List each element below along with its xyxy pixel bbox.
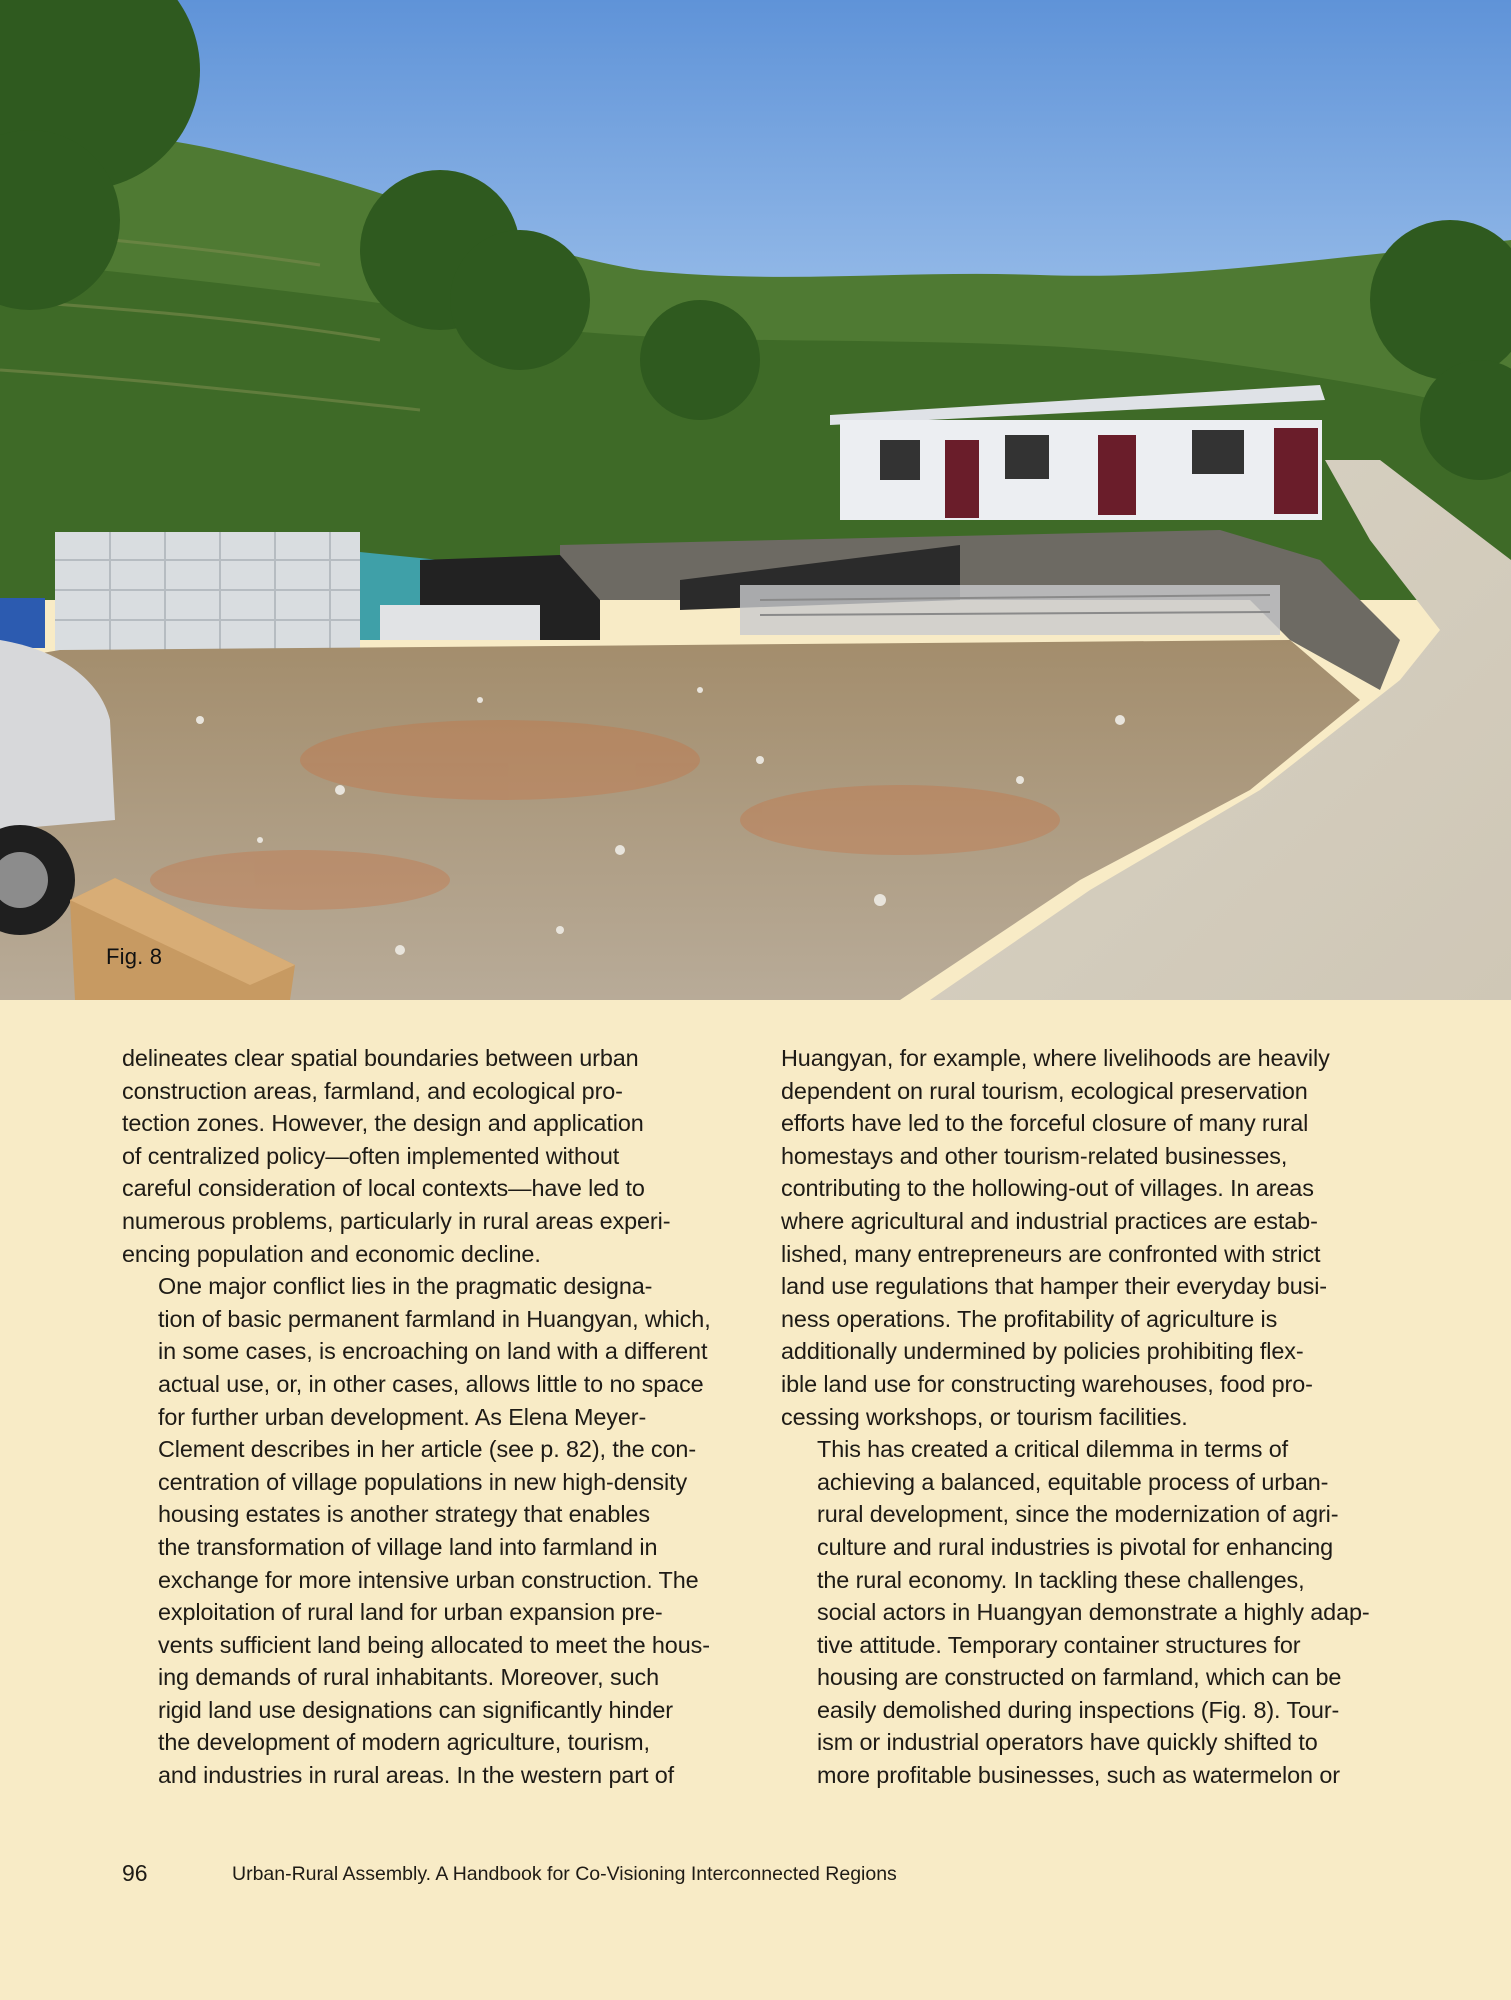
text-line: This has created a critical dilemma in terms of [817,1436,1289,1463]
text-line: the transformation of village land into farmland in [158,1533,658,1560]
text-line: the development of modern agriculture, tourism, [158,1729,650,1756]
text-line: in some cases, is encroaching on land with a different [158,1338,708,1365]
text-line: tion of basic permanent farmland in Huangyan, which, [158,1305,711,1332]
text-line: rural development, since the modernization of agri- [817,1501,1339,1528]
body-paragraph [781,1042,1401,1433]
text-line: rigid land use designations can significantly hinder [158,1696,673,1723]
text-line: actual use, or, in other cases, allows little to no space [158,1370,704,1397]
text-line: housing estates is another strategy that enables [158,1501,650,1528]
body-paragraph [781,1433,1401,1792]
text-line: encing population and economic decline. [122,1240,541,1267]
text-line: exploitation of rural land for urban expansion pre- [158,1599,663,1626]
text-line: land use regulations that hamper their everyday busi- [781,1273,1327,1300]
text-line: where agricultural and industrial practices are estab- [781,1207,1318,1234]
right-column [781,1042,1401,1792]
text-line: numerous problems, particularly in rural areas experi- [122,1207,671,1234]
text-line: housing are constructed on farmland, which can be [817,1664,1342,1691]
text-line: more profitable businesses, such as watermelon or [817,1762,1340,1789]
text-line: social actors in Huangyan demonstrate a highly adap- [817,1599,1370,1626]
text-line: efforts have led to the forceful closure of many rural [781,1110,1309,1137]
text-line: culture and rural industries is pivotal for enhancing [817,1533,1334,1560]
text-line: ible land use for constructing warehouses, food pro- [781,1370,1313,1397]
text-line: for further urban development. As Elena Meyer- [158,1403,647,1430]
text-line: Huangyan, for example, where livelihoods are heavily [781,1045,1330,1071]
text-line: dependent on rural tourism, ecological preservation [781,1077,1308,1104]
left-column [122,1042,762,1792]
text-line: lished, many entrepreneurs are confronted with strict [781,1240,1321,1267]
text-line: tive attitude. Temporary container structures for [817,1631,1301,1658]
text-line: cessing workshops, or tourism facilities. [781,1403,1188,1430]
text-line: careful consideration of local contexts—have led to [122,1175,645,1202]
page-number: 96 [122,1860,148,1886]
body-paragraph [122,1270,762,1792]
text-line: ing demands of rural inhabitants. Moreover, such [158,1664,659,1691]
text-line: achieving a balanced, equitable process of urban- [817,1468,1329,1495]
text-line: centration of village populations in new high-density [158,1468,688,1495]
running-footer-title: Urban-Rural Assembly. A Handbook for Co-Visioning Interconnected Regions [232,1863,897,1885]
text-line: contributing to the hollowing-out of villages. In areas [781,1175,1314,1202]
text-line: of centralized policy—often implemented without [122,1142,620,1169]
text-line: and industries in rural areas. In the western part of [158,1762,675,1789]
text-line: exchange for more intensive urban construction. The [158,1566,699,1593]
text-line: ism or industrial operators have quickly shifted to [817,1729,1318,1756]
text-line: ness operations. The profitability of agriculture is [781,1305,1278,1332]
text-line: construction areas, farmland, and ecological pro- [122,1077,623,1104]
text-line: tection zones. However, the design and application [122,1110,644,1137]
body-paragraph [122,1042,762,1270]
text-line: the rural economy. In tackling these challenges, [817,1566,1305,1593]
figure-label: Fig. 8 [106,944,163,969]
text-line: One major conflict lies in the pragmatic designa- [158,1273,653,1300]
text-line: additionally undermined by policies prohibiting flex- [781,1338,1304,1365]
text-line: easily demolished during inspections (Fig. 8). Tour- [817,1696,1340,1723]
text-line: Clement describes in her article (see p. 82), the con- [158,1436,697,1463]
text-line: vents sufficient land being allocated to meet the hous- [158,1631,710,1658]
text-line: delineates clear spatial boundaries between urban [122,1045,639,1071]
text-line: homestays and other tourism-related businesses, [781,1142,1288,1169]
